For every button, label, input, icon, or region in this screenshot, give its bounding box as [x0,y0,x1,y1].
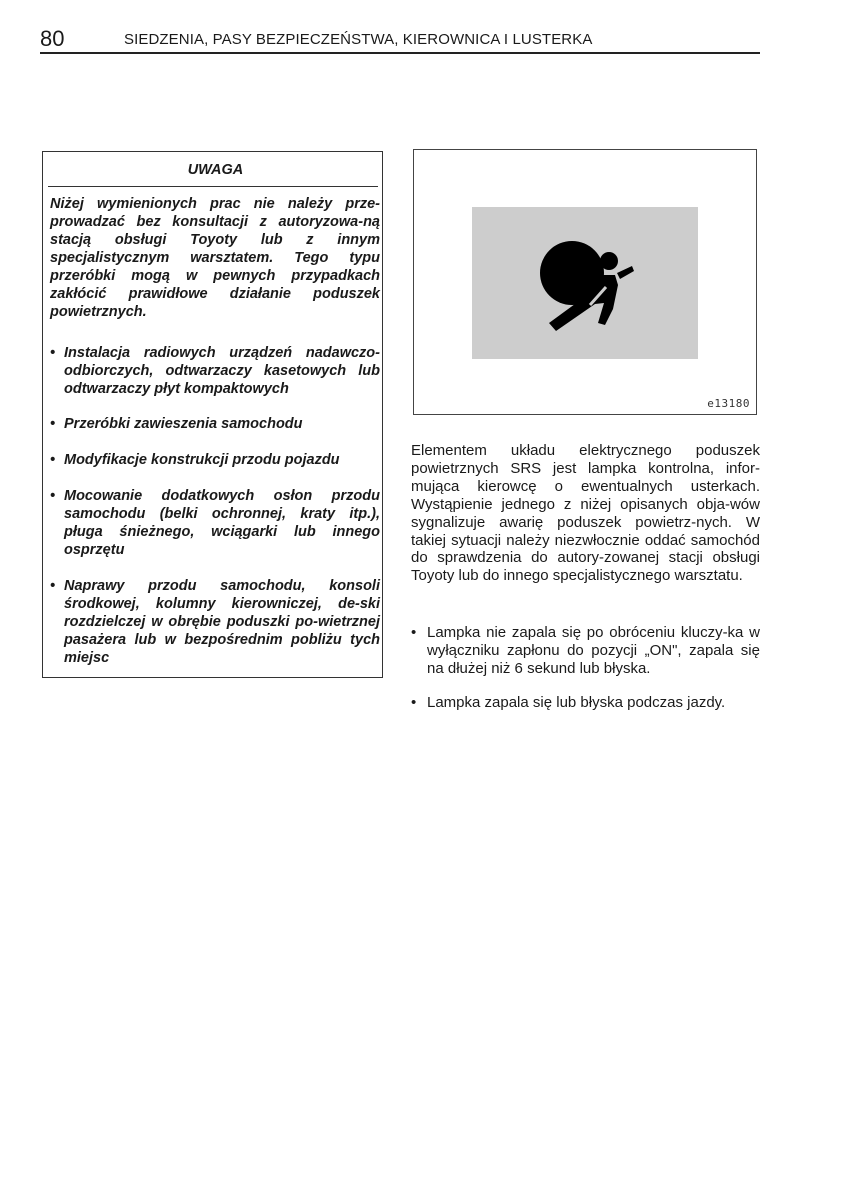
bullet-icon: • [411,694,417,711]
warning-item [50,344,380,398]
warning-item-text: Mocowanie dodatkowych osłon przodu samochodu (belki ochronnej, kraty itp.), pługa śnieżnego, wciągarki lub innego osprzętu [64,488,380,558]
warning-item [50,487,380,559]
warning-title: UWAGA [187,162,244,178]
warning-item [50,415,380,433]
warning-item-text: Modyfikacje konstrukcji przodu pojazdu [64,452,340,468]
chapter-title: SIEDZENIA, PASY BEZPIECZEŃSTWA, KIEROWNICA I LUSTERKA [124,31,593,48]
bullet-icon: • [50,416,56,432]
body-item-text: Lampka nie zapala się po obróceniu kluczy-ka w wyłączniku zapłonu do pozycji „ON", zapala się na dłużej niż 6 sekund lub błyska. [427,624,760,677]
figure-code: e13180 [707,397,750,410]
warning-intro: Niżej wymienionych prac nie należy prze-prowadzać bez konsultacji z autoryzowa-ną stacją obsługi Toyoty lub z innym specjalistycznym warsztatem. Tego typu przeróbki mogą w pewnych przypadkach zakłócić prawidłowe działanie poduszek powietrznych. [50,196,380,320]
airbag-warning-icon [472,207,698,359]
warning-box [42,151,383,678]
warning-item-text: Instalacja radiowych urządzeń nadawczo-odbiorczych, odtwarzaczy kasetowych lub odtwarzaczy płyt kompaktowych [64,345,380,397]
warning-divider [48,186,378,187]
warning-item [50,577,380,667]
bullet-icon: • [50,345,56,361]
warning-item [50,451,380,469]
bullet-icon: • [50,578,56,594]
body-item-text: Lampka zapala się lub błyska podczas jazdy. [427,694,726,711]
bullet-icon: • [50,452,56,468]
warning-light-panel [472,207,698,359]
warning-item-text: Naprawy przodu samochodu, konsoli środkowej, kolumny kierowniczej, de-ski rozdzielczej w obrębie poduszki po-wietrznej pasażera lub w bezpośrednim pobliżu tych miejsc [64,578,380,666]
body-item [411,694,760,712]
page-number: 80 [40,26,65,51]
body-item [411,624,760,678]
bullet-icon: • [411,624,417,641]
page-header [40,26,760,54]
airbag-figure [413,149,757,415]
warning-item-text: Przeróbki zawieszenia samochodu [64,416,303,432]
body-paragraph: Elementem układu elektrycznego poduszek powietrznych SRS jest lampka kontrolna, infor-mująca kierowcę o ewentualnych usterkach. Wystąpienie jednego z niżej opisanych obja-wów sygnalizuje awarię poduszek powietrz-nych. W takiej sytuacji należy niezwłocznie oddać samochód do sprawdzenia do autory-zowanej stacji obsługi Toyoty lub do innego specjalistycznego warsztatu. [411,442,760,585]
bullet-icon: • [50,488,56,504]
